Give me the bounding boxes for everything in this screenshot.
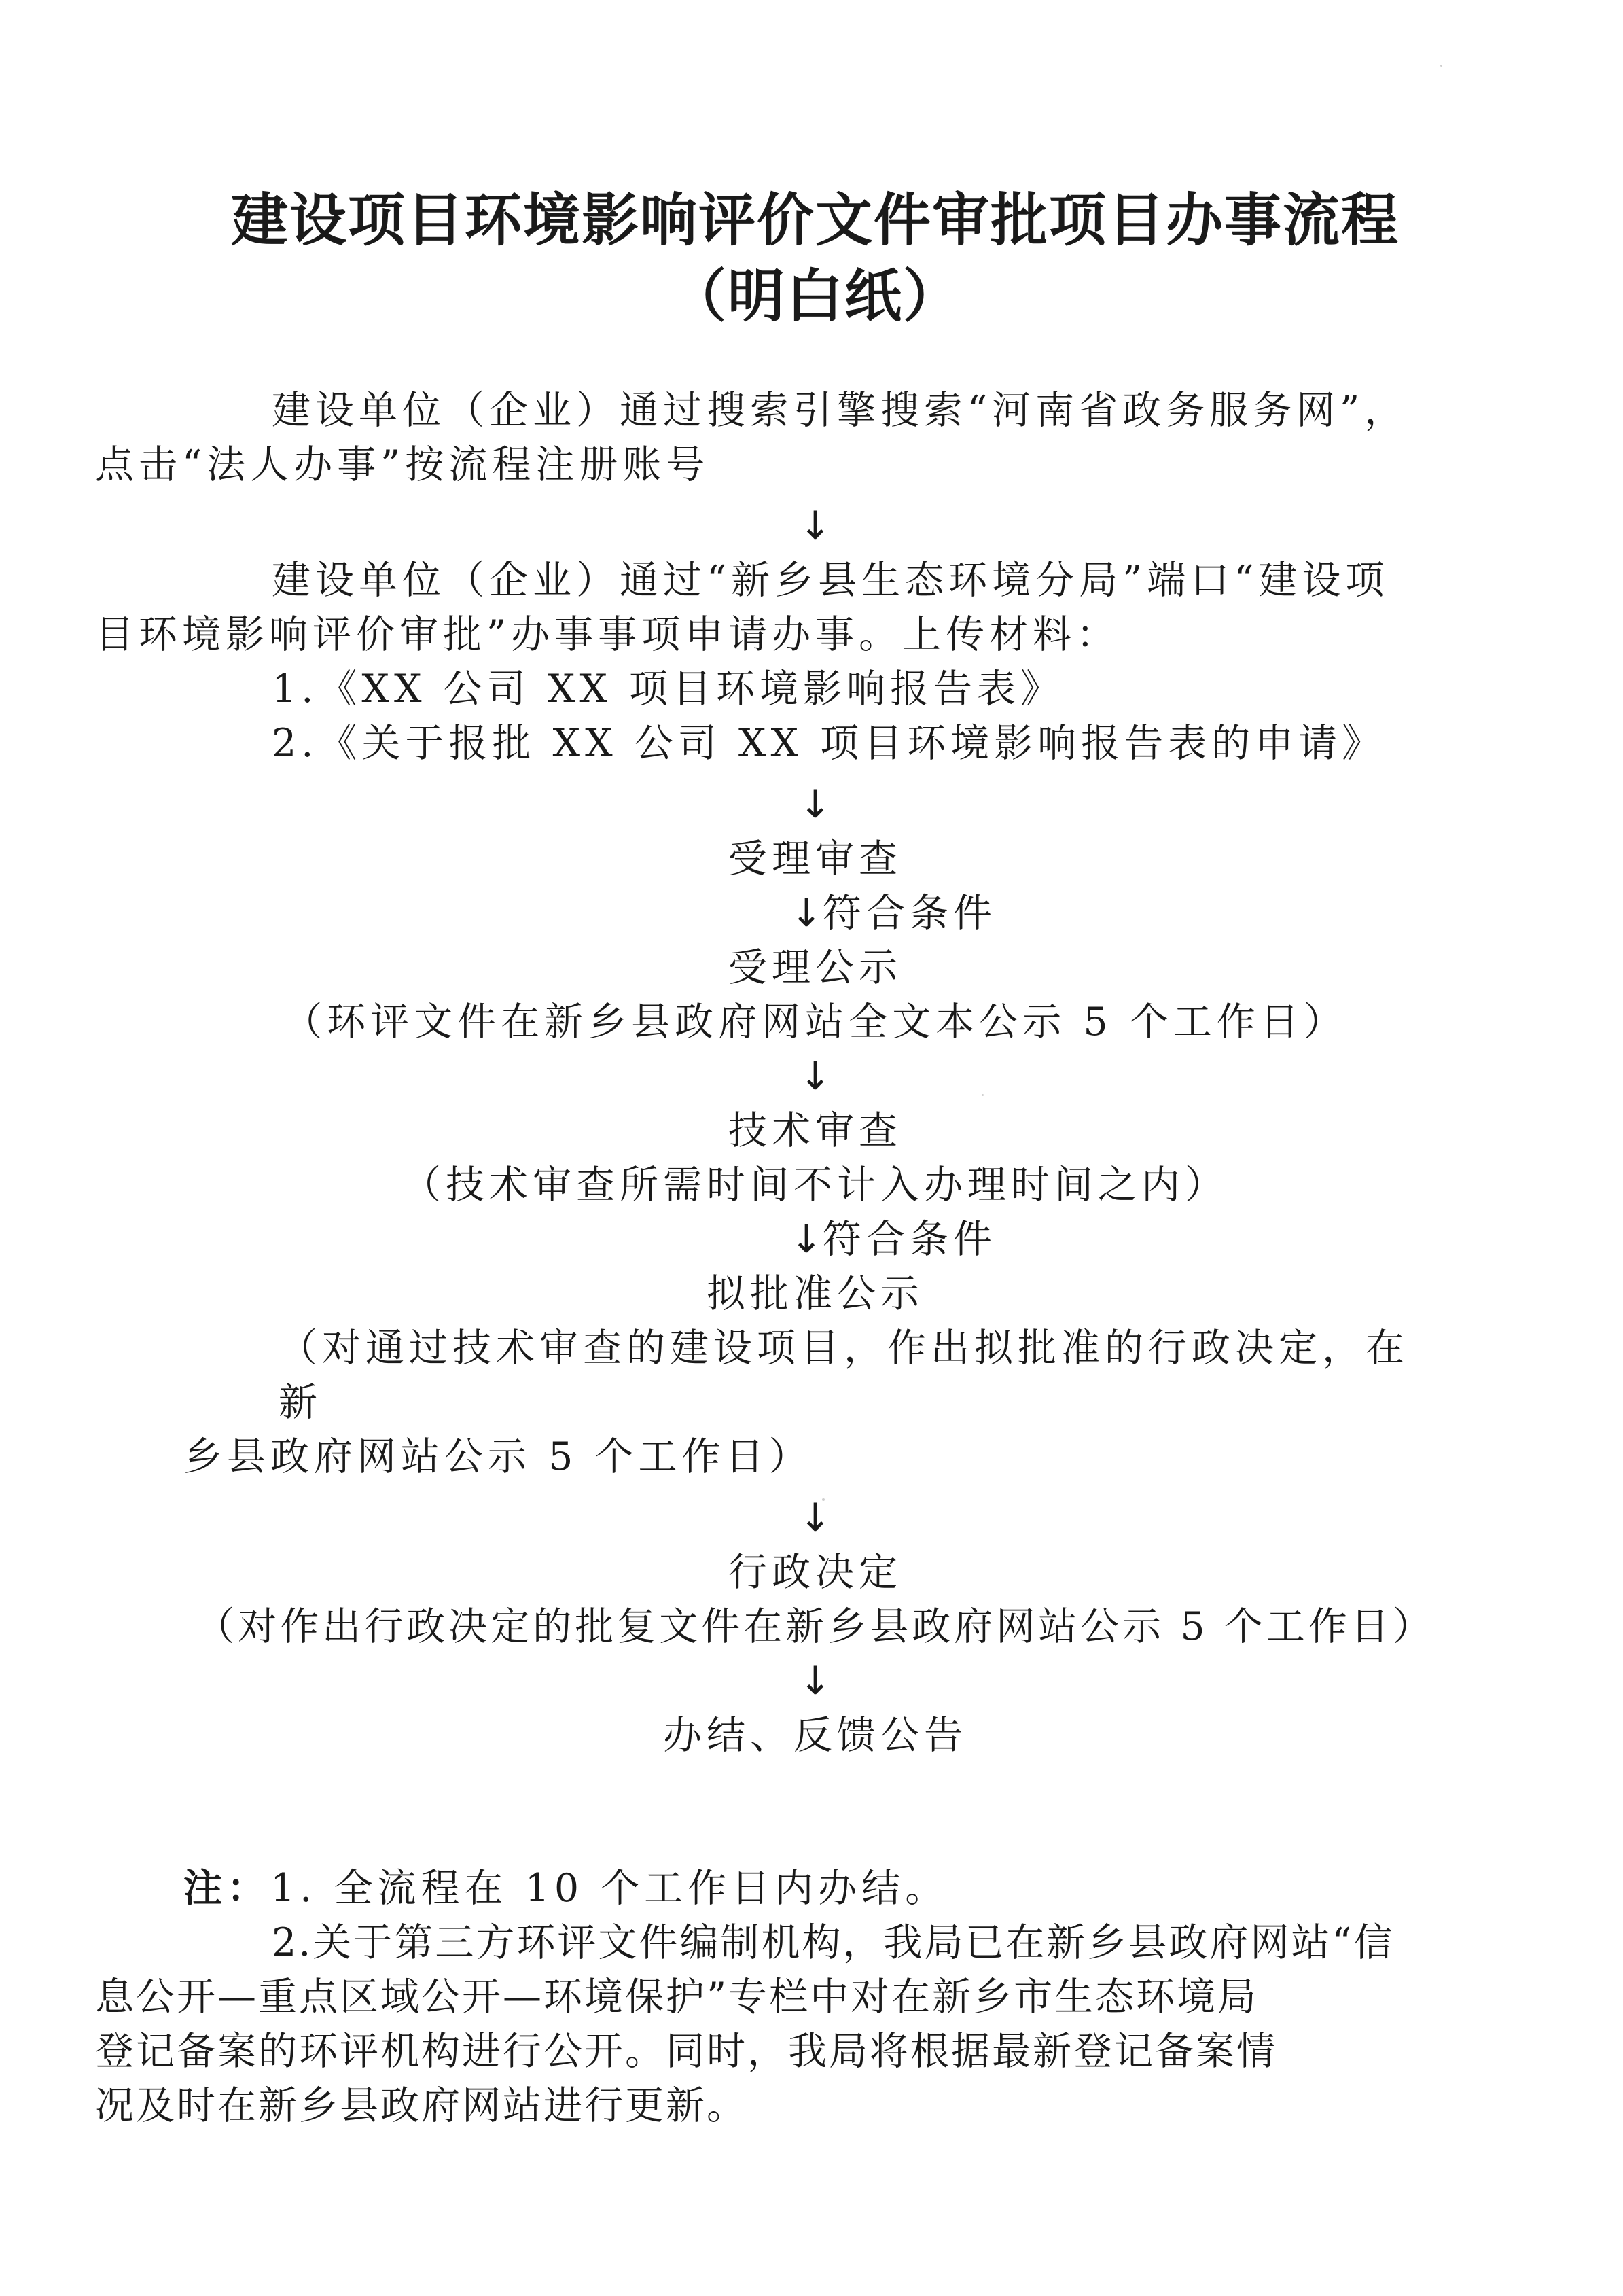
note-2-line-2: 息公开—重点区域公开—环境保护”专栏中对在新乡市生态环境局 xyxy=(95,1975,1259,2019)
down-arrow-icon: ↓ xyxy=(790,1217,823,1262)
step-proposed-approval-note xyxy=(183,1321,1447,1484)
flow-arrow-conditional xyxy=(183,1212,1447,1267)
step-admin-decision: 行政决定 xyxy=(728,1550,902,1595)
note-1-text: 1. 全流程在 10 个工作日内办结。 xyxy=(270,1866,949,1911)
scan-speck xyxy=(1440,65,1442,67)
note-2-line-4: 况及时在新乡县政府网站进行更新。 xyxy=(95,2083,747,2128)
condition-label: 符合条件 xyxy=(822,1217,997,1262)
flow-arrow xyxy=(183,1049,1447,1103)
conditional-arrow xyxy=(790,886,997,940)
conditional-arrow xyxy=(790,1212,997,1267)
down-arrow-icon: ↓ xyxy=(799,504,832,548)
proposed-note-line-1: （对通过技术审查的建设项目，作出拟批准的行政决定，在新 xyxy=(279,1326,1409,1425)
intro-paragraph xyxy=(95,383,1447,492)
step-apply-line-2: 目环境影响评价审批”办事事项申请办事。上传材料： xyxy=(95,612,1120,657)
step-finish: 办结、反馈公告 xyxy=(663,1713,967,1758)
page-title xyxy=(183,183,1447,333)
step-tech-review-note: （技术审查所需时间不计入办理时间之内） xyxy=(402,1163,1228,1207)
note-2-line-3: 登记备案的环评机构进行公开。同时，我局将根据最新登记备案情 xyxy=(95,2029,1277,2074)
flow-arrow xyxy=(183,1654,1447,1708)
flow-arrow xyxy=(183,499,1447,553)
step-apply-paragraph xyxy=(95,553,1447,662)
step-apply-line-1: 建设单位（企业）通过“新乡县生态环境分局”端口“建设项 xyxy=(272,558,1389,603)
step-accept-review: 受理审查 xyxy=(728,836,902,881)
material-item-1: 1.《XX 公司 XX 项目环境影响报告表》 xyxy=(272,667,1065,711)
step-tech-review: 技术审查 xyxy=(728,1108,902,1153)
step-accept-publicity-note: （环评文件在新乡县政府网站全文本公示 5 个工作日） xyxy=(283,1000,1347,1044)
condition-label: 符合条件 xyxy=(822,891,997,936)
intro-line-2: 点击“法人办事”按流程注册账号 xyxy=(95,442,710,487)
step-admin-decision-note: （对作出行政决定的批复文件在新乡县政府网站公示 5 个工作日） xyxy=(196,1604,1435,1649)
title-line-main: 建设项目环境影响评价文件审批项目办事流程 xyxy=(230,187,1399,253)
flow-arrow-conditional xyxy=(183,886,1447,940)
intro-line-1: 建设单位（企业）通过搜索引擎搜索“河南省政务服务网”， xyxy=(272,388,1408,433)
flow-arrow xyxy=(183,777,1447,832)
flow-arrow xyxy=(183,1491,1447,1545)
note-label: 注： xyxy=(183,1866,270,1911)
note-2 xyxy=(95,1915,1447,2133)
material-item-2: 2.《关于报批 XX 公司 XX 项目环境影响报告表的申请》 xyxy=(272,721,1386,766)
down-arrow-icon: ↓ xyxy=(799,1659,832,1703)
note-2-line-1: 2.关于第三方环评文件编制机构，我局已在新乡县政府网站“信 xyxy=(272,1920,1395,1965)
down-arrow-icon: ↓ xyxy=(799,1496,832,1540)
notes-section xyxy=(95,1861,1447,2133)
down-arrow-icon: ↓ xyxy=(799,1054,832,1099)
step-accept-publicity: 受理公示 xyxy=(728,945,902,990)
note-1 xyxy=(183,1861,1447,1915)
down-arrow-icon: ↓ xyxy=(790,891,823,936)
down-arrow-icon: ↓ xyxy=(799,782,832,827)
step-proposed-approval: 拟批准公示 xyxy=(707,1271,924,1316)
document-content xyxy=(95,183,1447,2133)
proposed-note-line-2: 乡县政府网站公示 5 个工作日） xyxy=(183,1434,813,1479)
title-line-sub: （明白纸） xyxy=(668,263,961,330)
